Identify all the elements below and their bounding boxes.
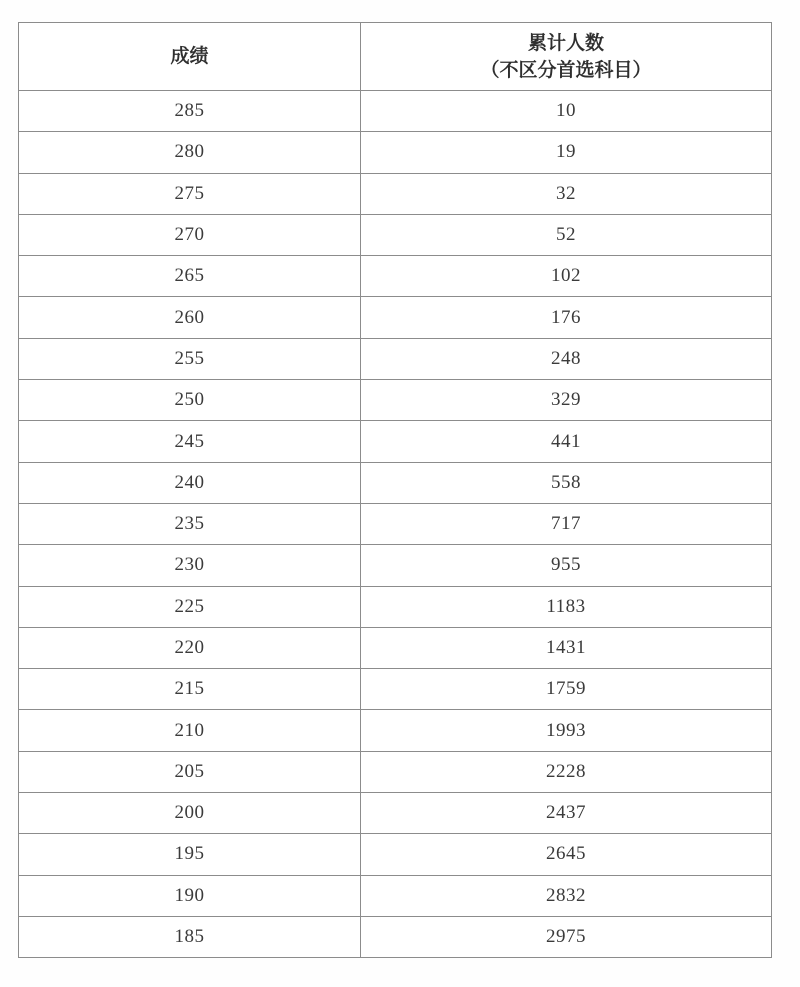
table-row (19, 91, 772, 132)
score-cell: 270 (19, 214, 361, 255)
count-cell: 2645 (361, 834, 772, 875)
table-row (19, 627, 772, 668)
count-cell: 2437 (361, 793, 772, 834)
table-row (19, 462, 772, 503)
table-row (19, 132, 772, 173)
score-cell: 205 (19, 751, 361, 792)
count-cell: 32 (361, 173, 772, 214)
count-header-line1: 累计人数 (527, 32, 604, 54)
count-cell: 329 (361, 380, 772, 421)
score-cell: 225 (19, 586, 361, 627)
score-cell: 260 (19, 297, 361, 338)
count-cell: 955 (361, 545, 772, 586)
score-cell: 265 (19, 256, 361, 297)
score-cell: 280 (19, 132, 361, 173)
score-cell: 185 (19, 916, 361, 957)
table-row (19, 421, 772, 462)
count-cell: 2975 (361, 916, 772, 957)
score-cell: 255 (19, 338, 361, 379)
count-cell: 1759 (361, 669, 772, 710)
header-row (19, 23, 772, 91)
score-cell: 245 (19, 421, 361, 462)
count-cell: 102 (361, 256, 772, 297)
table-row (19, 751, 772, 792)
score-cell: 200 (19, 793, 361, 834)
count-cell: 441 (361, 421, 772, 462)
table-row (19, 297, 772, 338)
table-row (19, 586, 772, 627)
count-cell: 558 (361, 462, 772, 503)
table-row (19, 875, 772, 916)
table-row (19, 256, 772, 297)
score-cell: 210 (19, 710, 361, 751)
count-cell: 2228 (361, 751, 772, 792)
score-cell: 230 (19, 545, 361, 586)
table-row (19, 173, 772, 214)
table-row (19, 834, 772, 875)
count-cell: 19 (361, 132, 772, 173)
table-row (19, 545, 772, 586)
table-row (19, 710, 772, 751)
count-cell: 1993 (361, 710, 772, 751)
score-cell: 235 (19, 503, 361, 544)
table-row (19, 214, 772, 255)
count-cell: 10 (361, 91, 772, 132)
score-column-header: 成绩 (19, 23, 361, 91)
table-row (19, 380, 772, 421)
count-cell: 1431 (361, 627, 772, 668)
count-cell: 52 (361, 214, 772, 255)
count-column-header (361, 23, 772, 91)
count-cell: 176 (361, 297, 772, 338)
count-cell: 1183 (361, 586, 772, 627)
table-row (19, 916, 772, 957)
score-cell: 220 (19, 627, 361, 668)
score-cell: 250 (19, 380, 361, 421)
score-cell: 190 (19, 875, 361, 916)
score-cell: 285 (19, 91, 361, 132)
score-cell: 195 (19, 834, 361, 875)
table-body (19, 91, 772, 958)
table-row (19, 338, 772, 379)
count-header-line2: （不区分首选科目） (480, 59, 652, 81)
score-cell: 215 (19, 669, 361, 710)
count-cell: 717 (361, 503, 772, 544)
table-row (19, 669, 772, 710)
count-cell: 2832 (361, 875, 772, 916)
table-row (19, 793, 772, 834)
score-distribution-table (18, 22, 772, 958)
score-cell: 240 (19, 462, 361, 503)
score-cell: 275 (19, 173, 361, 214)
count-cell: 248 (361, 338, 772, 379)
table-row (19, 503, 772, 544)
